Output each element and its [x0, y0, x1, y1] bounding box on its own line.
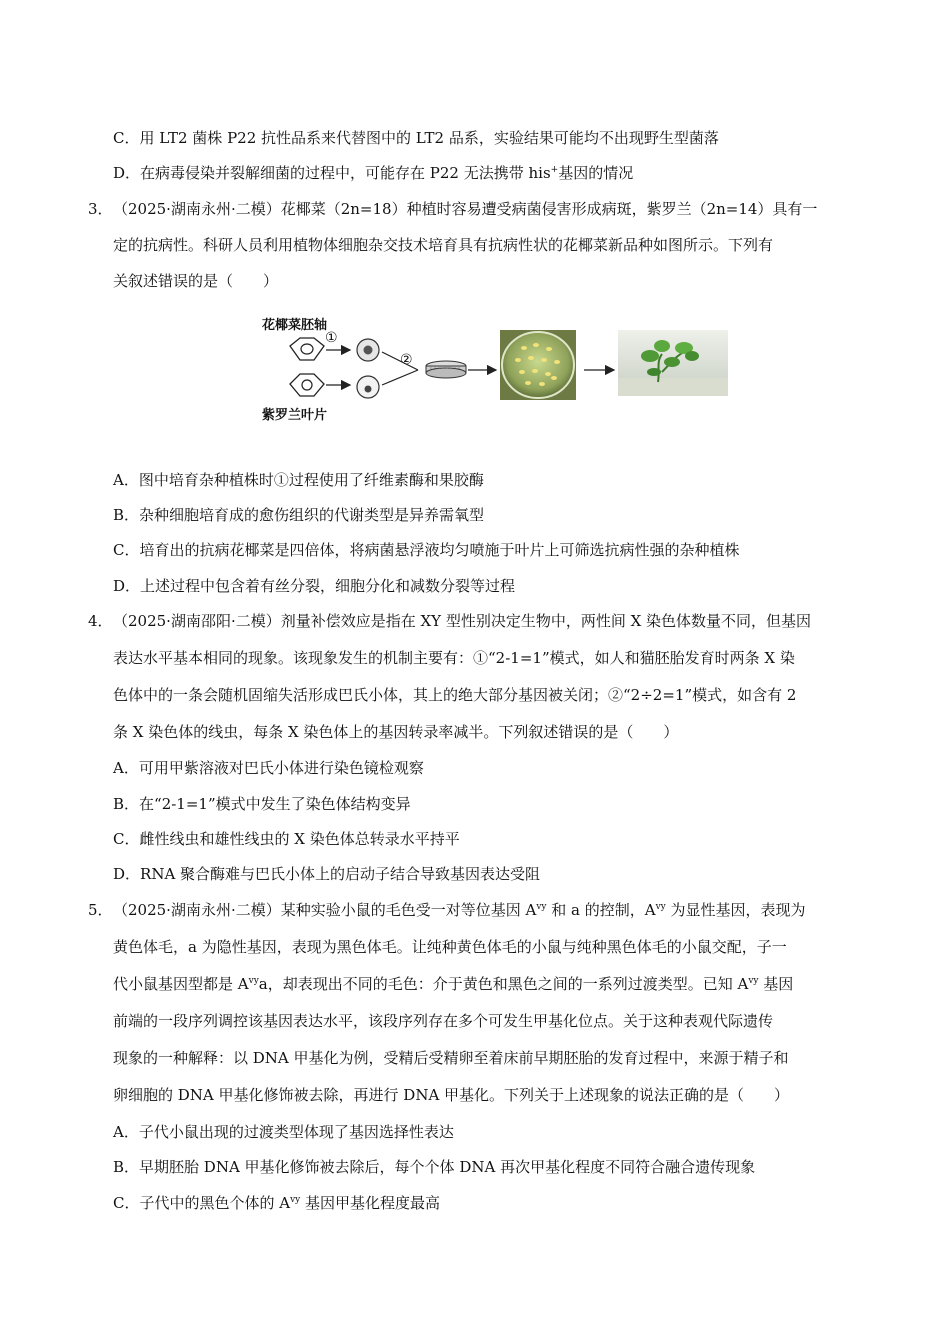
callus-culture-photo [500, 330, 576, 400]
cell-fusion-figure [258, 312, 728, 428]
q3-stem-line-1: （2025·湖南永州·二模）花椰菜（2n=18）种植时容易遭受病菌侵害形成病斑，紫罗兰（2n=14）具有一 [113, 200, 818, 218]
protoplast-bottom [357, 376, 379, 398]
violet-cell-shape [290, 374, 324, 396]
q4-stem-line-4: 条 X 染色体的线虫，每条 X 染色体上的基因转录率减半。下列叙述错误的是（ ） [113, 723, 679, 741]
q5-option-b: B．早期胚胎 DNA 甲基化修饰被去除后，每个个体 DNA 再次甲基化程度不同符合融合遗传现象 [113, 1158, 756, 1176]
cauliflower-cell-shape [290, 338, 324, 360]
q4-number: 4． [88, 612, 113, 630]
q5-stem-line-6: 卵细胞的 DNA 甲基化修饰被去除，再进行 DNA 甲基化。下列关于上述现象的说法正确的是（ ） [113, 1086, 790, 1104]
protoplast-top [357, 339, 379, 361]
q2-option-c: C．用 LT2 菌株 P22 抗性品系来代替图中的 LT2 品系，实验结果可能均不出现野生型菌落 [113, 129, 719, 147]
step-1-label: ① [325, 330, 338, 346]
q5-stem-line-5: 现象的一种解释：以 DNA 甲基化为例，受精后受精卵至着床前早期胚胎的发育过程中，来源于精子和 [113, 1049, 789, 1067]
q4-option-d: D．RNA 聚合酶难与巴氏小体上的启动子结合导致基因表达受阻 [113, 865, 541, 883]
q5-stem-line-1: （2025·湖南永州·二模）某种实验小鼠的毛色受一对等位基因 $A^{vy}$ 和 a 的控制，$A^{vy}$ 为显性基因，表现为 [113, 901, 806, 919]
q5-stem-line-2: 黄色体毛，a 为隐性基因，表现为黑色体毛。让纯种黄色体毛的小鼠与纯种黑色体毛的小鼠交配，子一 [113, 938, 787, 956]
q3-stem-line-3: 关叙述错误的是（ ） [113, 272, 279, 290]
q3-option-c: C．培育出的抗病花椰菜是四倍体，将病菌悬浮液均匀喷施于叶片上可筛选抗病性强的杂种植株 [113, 541, 740, 559]
q3-stem-line-2: 定的抗病性。科研人员利用植物体细胞杂交技术培育具有抗病性状的花椰菜新品种如图所示。下列有 [113, 236, 774, 254]
q5-option-c: C．子代中的黑色个体的 $A^{vy}$ 基因甲基化程度最高 [113, 1194, 441, 1212]
q5-stem-line-3: 代小鼠基因型都是 $A^{vy}a$，却表现出不同的毛色：介于黄色和黑色之间的一系列过渡类型。已知 $A^{vy}$ 基因 [113, 975, 794, 993]
q4-stem-line-1: （2025·湖南邵阳·二模）剂量补偿效应是指在 XY 型性别决定生物中，两性间 X 染色体数量不同，但基因 [113, 612, 812, 630]
q4-stem-line-2: 表达水平基本相同的现象。该现象发生的机制主要有：①“2-1=1”模式，如人和猫胚胎发育时两条 X 染 [113, 649, 795, 667]
figure-label-violet: 紫罗兰叶片 [262, 408, 328, 423]
q2-option-d: D．在病毒侵染并裂解细菌的过程中，可能存在 P22 无法携带 his+基因的情况 [113, 164, 634, 182]
q4-stem-line-3: 色体中的一条会随机固缩失活形成巴氏小体，其上的绝大部分基因被关闭；②“2÷2=1”模式，如含有 2 [113, 686, 797, 704]
q3-option-d: D．上述过程中包含着有丝分裂，细胞分化和减数分裂等过程 [113, 577, 516, 595]
q4-option-a: A．可用甲紫溶液对巴氏小体进行染色镜检观察 [113, 759, 424, 777]
q3-number: 3． [88, 200, 113, 218]
q3-option-b: B．杂种细胞培育成的愈伤组织的代谢类型是异养需氧型 [113, 506, 485, 524]
figure-label-cauliflower: 花椰菜胚轴 [262, 318, 328, 333]
q5-stem-line-4: 前端的一段序列调控该基因表达水平，该段序列存在多个可发生甲基化位点。关于这种表观代际遗传 [113, 1012, 774, 1030]
hybrid-plantlet-photo [618, 330, 728, 396]
step-2-label: ② [400, 352, 413, 368]
q5-number: 5． [88, 901, 113, 919]
q3-option-a: A．图中培育杂种植株时①过程使用了纤维素酶和果胶酶 [113, 471, 484, 489]
q4-option-b: B．在“2-1=1”模式中发生了染色体结构变异 [113, 795, 411, 813]
q5-option-a: A．子代小鼠出现的过渡类型体现了基因选择性表达 [113, 1123, 454, 1141]
q4-option-c: C．雌性线虫和雄性线虫的 X 染色体总转录水平持平 [113, 830, 460, 848]
fusion-process-diagram [258, 312, 728, 428]
petri-dish-icon [426, 361, 466, 378]
